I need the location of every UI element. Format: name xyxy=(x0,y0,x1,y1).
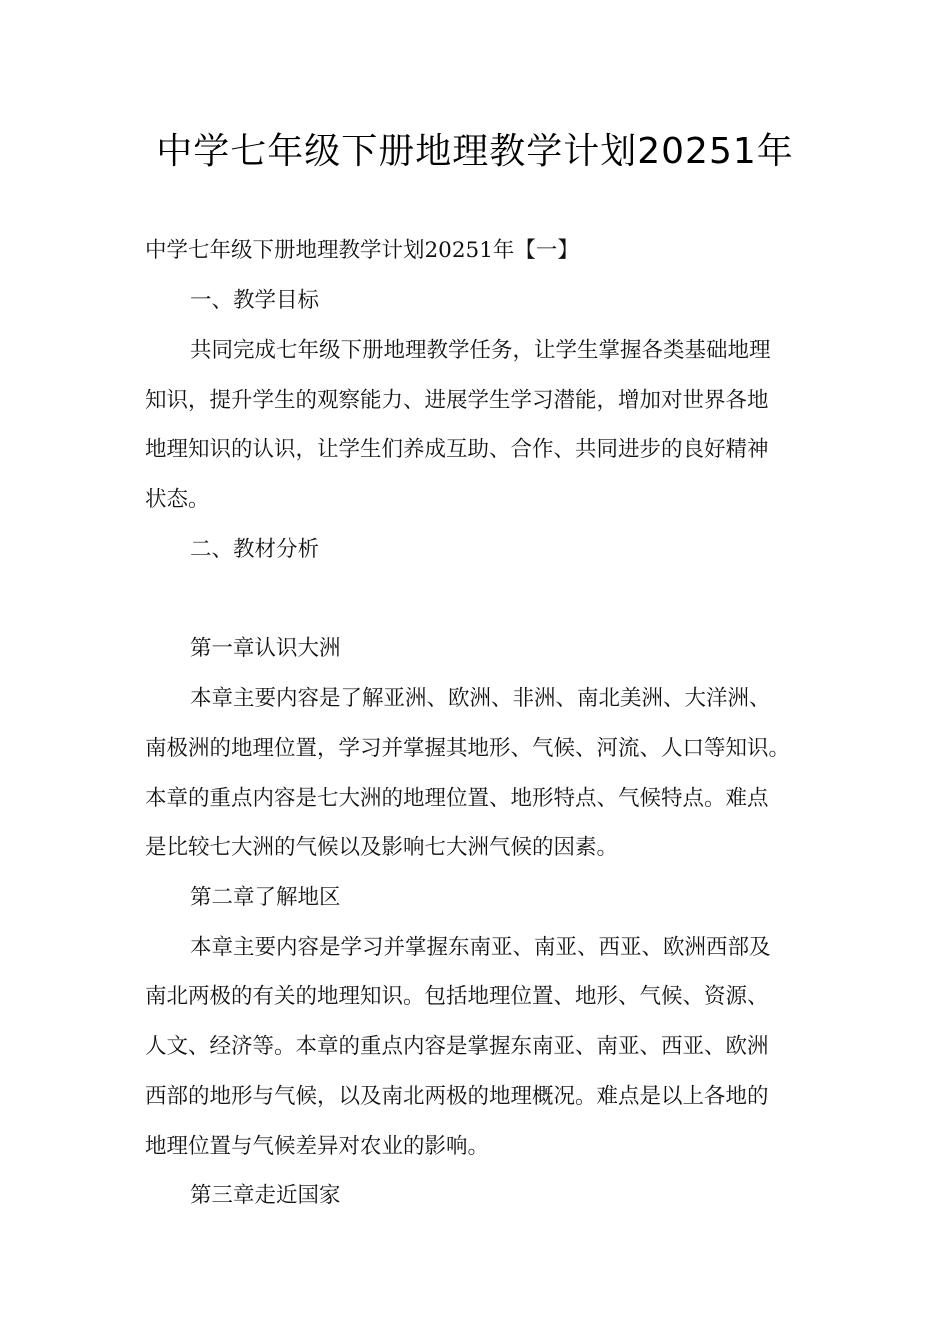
paragraph-line: 共同完成七年级下册地理教学任务，让学生掌握各类基础地理 xyxy=(190,338,771,363)
paragraph-line: 知识，提升学生的观察能力、进展学生学习潜能，增加对世界各地 xyxy=(145,388,769,413)
section-heading-materials: 二、教材分析 xyxy=(190,537,320,562)
paragraph-line: 西部的地形与气候，以及南北两极的地理概况。难点是以上各地的 xyxy=(145,1084,769,1109)
paragraph-line: 本章主要内容是了解亚洲、欧洲、非洲、南北美洲、大洋洲、 xyxy=(190,686,771,711)
section-heading-goals: 一、教学目标 xyxy=(190,288,320,313)
chapter-heading-3: 第三章走近国家 xyxy=(190,1183,341,1208)
paragraph-line: 人文、经济等。本章的重点内容是掌握东南亚、南亚、西亚、欧洲 xyxy=(145,1034,769,1059)
paragraph-line: 南极洲的地理位置，学习并掌握其地形、气候、河流、人口等知识。 xyxy=(145,736,791,761)
paragraph-line: 地理知识的认识，让学生们养成互助、合作、共同进步的良好精神 xyxy=(145,437,769,462)
paragraph-line: 是比较七大洲的气候以及影响七大洲气候的因素。 xyxy=(145,835,619,860)
document-title: 中学七年级下册地理教学计划20251年 xyxy=(156,131,794,172)
paragraph-line: 本章主要内容是学习并掌握东南亚、南亚、西亚、欧洲西部及 xyxy=(190,935,771,960)
paragraph-line: 本章的重点内容是七大洲的地理位置、地形特点、气候特点。难点 xyxy=(145,786,769,811)
paragraph-line: 地理位置与气候差异对农业的影响。 xyxy=(145,1134,490,1159)
chapter-heading-1: 第一章认识大洲 xyxy=(190,636,341,661)
document-subtitle: 中学七年级下册地理教学计划20251年【一】 xyxy=(145,238,579,263)
chapter-heading-2: 第二章了解地区 xyxy=(190,885,341,910)
paragraph-line: 南北两极的有关的地理知识。包括地理位置、地形、气候、资源、 xyxy=(145,984,769,1009)
paragraph-line: 状态。 xyxy=(145,487,210,512)
